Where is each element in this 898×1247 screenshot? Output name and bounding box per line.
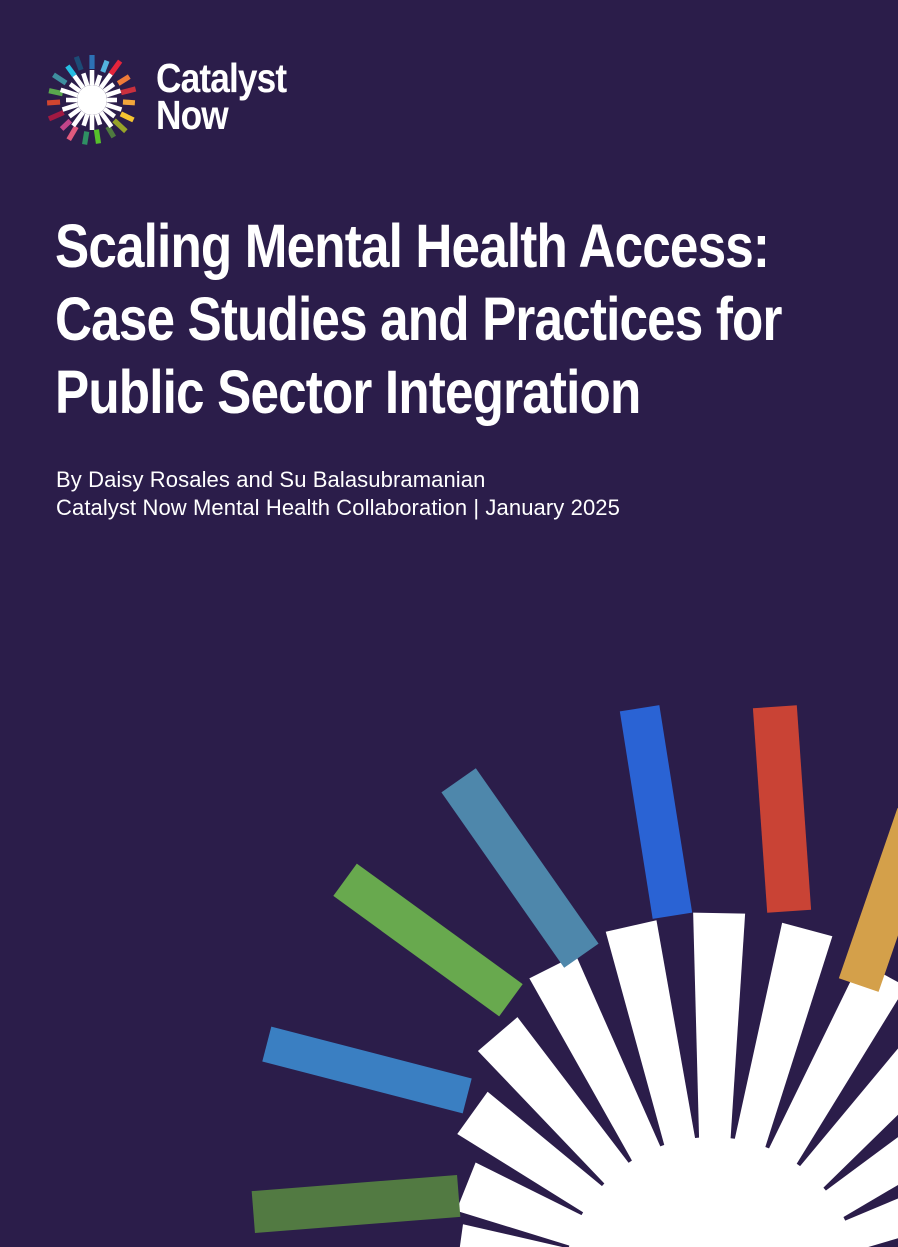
logo-color-ray [48, 110, 65, 121]
starburst-white-ray [606, 920, 709, 1164]
decor-bar-light-green [333, 864, 522, 1017]
title-line-2: Case Studies and Practices for [55, 285, 782, 353]
logo-color-ray [117, 74, 131, 85]
starburst-white-ray [839, 1227, 898, 1247]
logo-word-line2: Now [156, 92, 228, 138]
byline [56, 466, 620, 522]
logo-color-ray [94, 129, 101, 144]
title-line-1: Scaling Mental Health Access: [55, 212, 770, 280]
catalyst-now-logo [44, 52, 308, 148]
logo-white-ray [90, 115, 95, 130]
logo-color-ray [65, 64, 76, 77]
starburst-white-ray [781, 1014, 898, 1207]
logo-color-ray [105, 125, 116, 138]
logo-wordmark [156, 55, 287, 138]
starburst-core [564, 1137, 860, 1247]
starburst-white-ray [806, 1077, 898, 1235]
starburst-white-ray [752, 961, 898, 1183]
logo-white-ray [107, 98, 117, 103]
starburst-white-ray [456, 1162, 601, 1247]
decor-bar-red [753, 705, 811, 913]
starburst-white-ray [478, 1017, 647, 1203]
decor-bar-steel-blue [441, 768, 598, 967]
logo-color-ray [120, 86, 136, 95]
byline-authors: By Daisy Rosales and Su Balasubramanian [56, 467, 486, 492]
starburst-white-ray [721, 923, 833, 1166]
starburst-logo-icon [44, 52, 140, 148]
byline-org-date: Catalyst Now Mental Health Collaboration | January 2025 [56, 495, 620, 520]
starburst-white-ray [826, 1150, 898, 1247]
title-line-3: Public Sector Integration [55, 358, 641, 426]
logo-color-ray [66, 125, 78, 141]
page-title [55, 210, 875, 429]
logo-color-ray [74, 56, 84, 71]
decor-bar-royal-blue [620, 705, 692, 919]
logo-white-ray [90, 70, 95, 85]
logo-white-ray [66, 98, 77, 103]
starburst-white-ray [456, 1224, 587, 1247]
starburst-white-ray [689, 913, 746, 1156]
decor-bar-gold [839, 808, 898, 992]
logo-color-ray [123, 99, 135, 105]
logo-color-ray [109, 60, 123, 76]
logo-color-ray [52, 73, 67, 86]
logo-color-ray [60, 119, 72, 131]
logo-color-ray [100, 60, 109, 73]
starburst-white-ray [457, 1092, 621, 1231]
logo-color-ray [120, 112, 135, 123]
logo-word-line1: Catalyst [156, 55, 287, 101]
logo-core [77, 85, 107, 115]
logo-color-ray [89, 55, 94, 69]
logo-color-ray [112, 118, 127, 133]
starburst-white-ray [529, 955, 677, 1180]
logo-color-ray [82, 131, 89, 145]
decor-bar-dark-green [252, 1175, 461, 1233]
logo-color-ray [47, 99, 60, 105]
decor-bar-medium-blue [262, 1027, 471, 1114]
